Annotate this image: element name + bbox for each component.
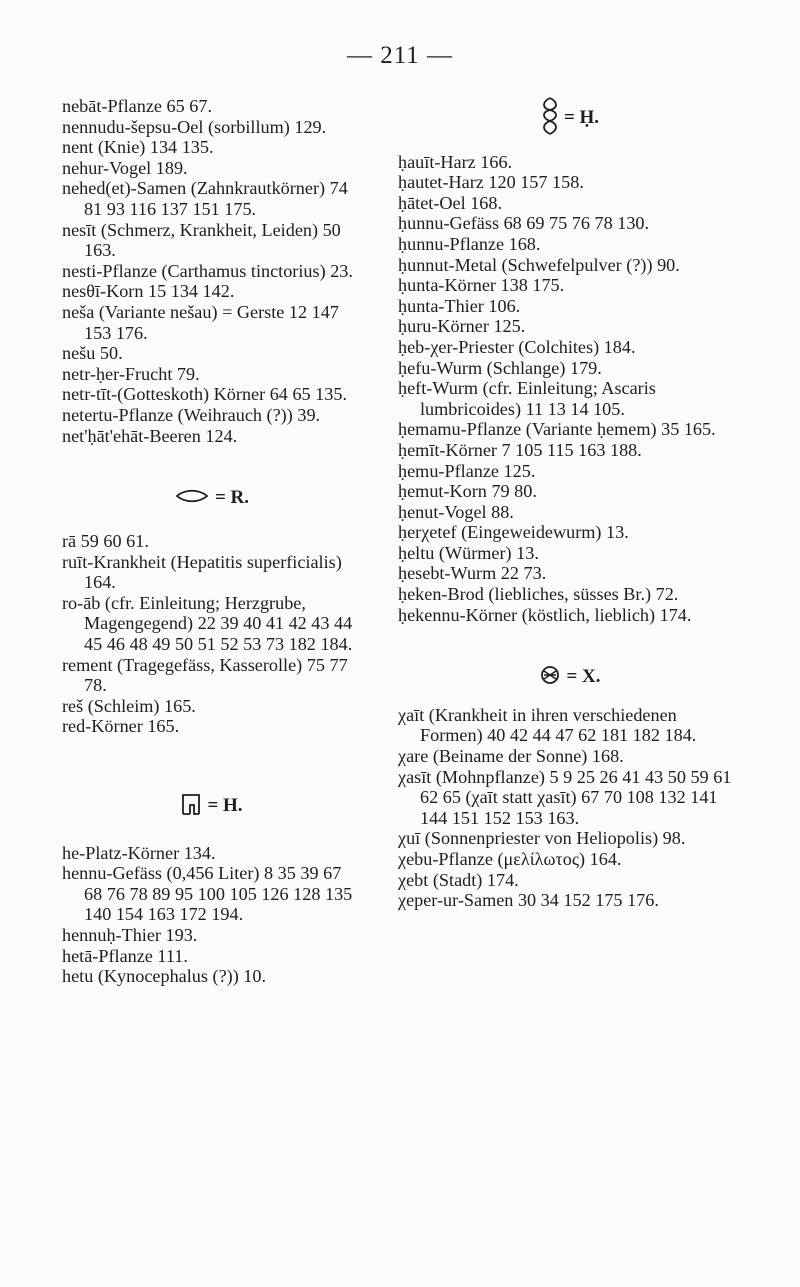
index-entry: reš (Schleim) 165. [62,695,196,716]
entries-r [62,531,362,737]
index-entry: red-Körner 165. [62,716,180,737]
index-entry: net'ḥāt'ehāt-Beeren 124. [62,425,238,446]
section-heading-hh [398,96,743,142]
section-label: = Ḥ. [563,107,600,129]
index-entry: χasīt (Mohnpflanze) 5 9 25 26 41 43 50 59 61 62 65 (χaīt statt χasīt) 67 70 108 132 141 144 151 152 153 163. [398,766,732,828]
index-entry: ḥunnut-Metal (Schwefelpulver (?)) 90. [398,254,680,275]
index-entry: nent (Knie) 134 135. [62,137,214,158]
section-heading-h [62,793,362,821]
index-entry: rement (Tragegefäss, Kasserolle) 75 77 78. [62,654,348,696]
index-entry: ḥunnu-Pflanze 168. [398,233,541,254]
index-entry: ḥesebt-Wurm 22 73. [398,563,547,584]
index-entry: ḥemīt-Körner 7 105 115 163 188. [398,439,642,460]
left-column [62,96,362,987]
index-entry: hennu-Gefäss (0,456 Liter) 8 35 39 67 68 76 78 89 95 100 105 126 128 135 140 154 163 172 194. [62,863,353,925]
index-entry: ro-āb (cfr. Einleitung; Herzgrube, Magengegend) 22 39 40 41 42 43 44 45 46 48 49 50 51 52 53 73 182 184. [62,592,353,654]
right-column [398,96,743,911]
index-entry: ḥuru-Körner 125. [398,316,526,337]
index-entry: ḥauīt-Harz 166. [398,151,513,172]
index-entry: rā 59 60 61. [62,531,149,552]
index-entry: nesīt (Schmerz, Krankheit, Leiden) 50 163. [62,219,341,261]
index-entry: he-Platz-Körner 134. [62,842,216,863]
index-entry: netertu-Pflanze (Weihrauch (?)) 39. [62,404,321,425]
index-entry: ḥemamu-Pflanze (Variante ḥemem) 35 165. [398,419,716,440]
section-heading-x [398,665,743,691]
courtyard-hieroglyph-icon [181,793,201,821]
section-heading-r [62,488,362,509]
index-entry: ḥemut-Korn 79 80. [398,481,537,502]
index-entry: ḥefu-Wurm (Schlange) 179. [398,357,602,378]
index-entry: nennudu-šepsu-Oel (sorbillum) 129. [62,116,327,137]
index-entry: nešu 50. [62,343,123,364]
section-label: = H. [207,795,243,817]
index-entry: ḥunta-Thier 106. [398,295,521,316]
index-entry: netr-ḥer-Frucht 79. [62,363,200,384]
index-entry: χuī (Sonnenpriester von Heliopolis) 98. [398,828,686,849]
index-entry: hennuḥ-Thier 193. [62,924,198,945]
index-entry: ḥeken-Brod (liebliches, süsses Br.) 72. [398,584,679,605]
index-entry: χeper-ur-Samen 30 34 152 175 176. [398,890,659,911]
page-number: — 211 — [346,42,454,69]
index-entry: nesθī-Korn 15 134 142. [62,281,235,302]
section-label: = X. [566,666,601,688]
index-entry: ruīt-Krankheit (Hepatitis superficialis) 164. [62,551,342,593]
index-entry: χare (Beiname der Sonne) 168. [398,746,624,767]
twisted-flax-hieroglyph-icon [542,96,558,142]
index-entry: ḥerχetef (Eingeweidewurm) 13. [398,522,629,543]
index-entry: hetā-Pflanze 111. [62,945,188,966]
index-entry: χaīt (Krankheit in ihren verschiedenen Formen) 40 42 44 47 62 181 182 184. [398,704,697,746]
index-entry: ḥautet-Harz 120 157 158. [398,172,584,193]
index-entry: hetu (Kynocephalus (?)) 10. [62,966,267,987]
placenta-hieroglyph-icon [540,665,560,691]
index-entry: nehur-Vogel 189. [62,157,188,178]
index-entry: ḥekennu-Körner (köstlich, lieblich) 174. [398,604,692,625]
index-entry: nebāt-Pflanze 65 67. [62,96,212,116]
entries-hh [398,152,743,626]
index-entry: χebt (Stadt) 174. [398,869,519,890]
index-entry: neša (Variante nešau) = Gerste 12 147 153 176. [62,301,339,343]
index-entry: ḥenut-Vogel 88. [398,501,514,522]
index-entry: ḥātet-Oel 168. [398,192,503,213]
entries-h [62,843,362,987]
index-entry: ḥunnu-Gefäss 68 69 75 76 78 130. [398,213,650,234]
index-entry: nehed(et)-Samen (Zahnkrautkörner) 74 81 93 116 137 151 175. [62,178,348,219]
section-label: = R. [214,487,250,509]
index-entry: nesti-Pflanze (Carthamus tinctorius) 23. [62,260,353,281]
index-entry: ḥeb-χer-Priester (Colchites) 184. [398,336,636,357]
entries-n [62,96,362,446]
index-entry: χebu-Pflanze (μελίλωτος) 164. [398,849,622,869]
index-entry: ḥeltu (Würmer) 13. [398,542,539,563]
mouth-hieroglyph-icon [175,488,209,509]
index-entry: ḥemu-Pflanze 125. [398,460,536,481]
index-entry: ḥunta-Körner 138 175. [398,275,565,296]
index-entry: netr-tīt-(Gotteskoth) Körner 64 65 135. [62,384,348,405]
index-entry: ḥeft-Wurm (cfr. Einleitung; Ascaris lumbricoides) 11 13 14 105. [398,378,656,419]
entries-x [398,705,743,911]
